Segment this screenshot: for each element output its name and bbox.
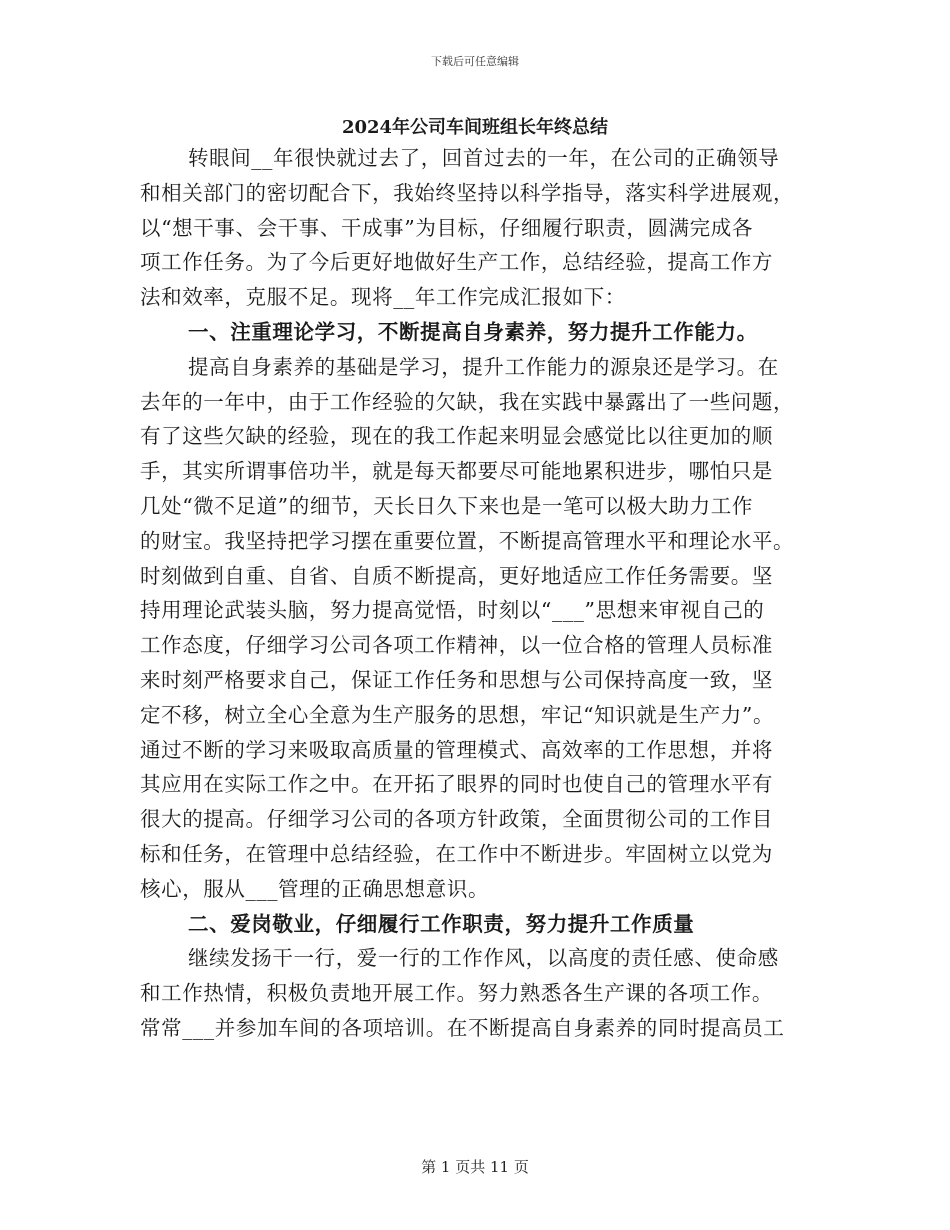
- paragraph-line: 持用理论武装头脑，努力提高觉悟，时刻以“___”思想来审视自己的: [140, 598, 765, 623]
- paragraph-line: 去年的一年中，由于工作经验的欠缺，我在实践中暴露出了一些问题，: [140, 389, 795, 414]
- paragraph-line: 有了这些欠缺的经验，现在的我工作起来明显会感觉比以往更加的顺: [140, 424, 773, 449]
- section-heading: 二、爱岗敬业，仔细履行工作职责，努力提升工作质量: [188, 911, 695, 936]
- document-body: [140, 114, 810, 1046]
- paragraph-line: 来时刻严格要求自己，保证工作任务和思想与公司保持高度一致，坚: [140, 667, 773, 692]
- paragraph-line: 通过不断的学习来吸取高质量的管理模式、高效率的工作思想，并将: [140, 737, 773, 762]
- page-header: 下载后可任意编辑: [431, 55, 519, 68]
- paragraph-line: 常常___并参加车间的各项培训。在不断提高自身素养的同时提高员工: [140, 1015, 785, 1040]
- paragraph-line: 和工作热情，积极负责地开展工作。努力熟悉各生产课的各项工作。: [140, 981, 773, 1006]
- page-footer: 第 1 页共 11 页: [421, 1158, 529, 1176]
- paragraph-line: 法和效率，克服不足。现将__年工作完成汇报如下：: [140, 285, 626, 310]
- paragraph-line: 工作态度，仔细学习公司各项工作精神，以一位合格的管理人员标准: [140, 633, 773, 658]
- document-lines: [140, 141, 810, 1046]
- paragraph-line: 其应用在实际工作之中。在开拓了眼界的同时也使自己的管理水平有: [140, 772, 773, 797]
- paragraph-line: 核心，服从___管理的正确思想意识。: [140, 876, 490, 901]
- paragraph-line: 的财宝。我坚持把学习摆在重要位置，不断提高管理水平和理论水平。: [140, 528, 795, 553]
- paragraph-line: 手，其实所谓事倍功半，就是每天都要尽可能地累积进步，哪怕只是: [140, 459, 773, 484]
- paragraph-line: 定不移，树立全心全意为生产服务的思想，牢记“知识就是生产力”。: [140, 702, 775, 727]
- document-title: 2024年公司车间班组长年终总结: [341, 117, 609, 138]
- paragraph-line: 标和任务，在管理中总结经验，在工作中不断进步。牢固树立以党为: [140, 841, 773, 866]
- paragraph-line: 和相关部门的密切配合下，我始终坚持以科学指导，落实科学进展观，: [140, 180, 795, 205]
- section-heading: 一、注重理论学习，不断提高自身素养，努力提升工作能力。: [188, 319, 758, 344]
- paragraph-line: 转眼间__年很快就过去了，回首过去的一年，在公司的正确领导: [188, 146, 780, 170]
- paragraph-line: 几处“微不足道”的细节，天长日久下来也是一笔可以极大助力工作: [140, 493, 753, 518]
- paragraph-line: 提高自身素养的基础是学习，提升工作能力的源泉还是学习。在: [188, 354, 779, 379]
- paragraph-line: 项工作任务。为了今后更好地做好生产工作，总结经验，提高工作方: [140, 250, 773, 275]
- paragraph-line: 很大的提高。仔细学习公司的各项方针政策，全面贯彻公司的工作目: [140, 807, 773, 832]
- paragraph-line: 继续发扬干一行，爱一行的工作作风，以高度的责任感、使命感: [188, 946, 779, 971]
- paragraph-line: 时刻做到自重、自省、自质不断提高，更好地适应工作任务需要。坚: [140, 563, 773, 588]
- paragraph-line: 以“想干事、会干事、干成事”为目标，仔细履行职责，圆满完成各: [140, 215, 753, 240]
